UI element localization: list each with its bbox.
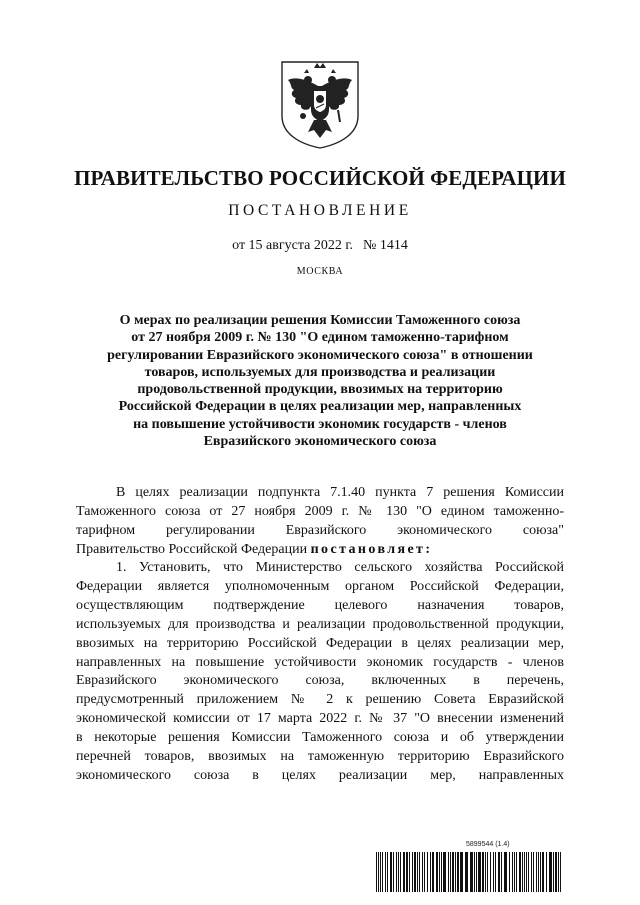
barcode-bar bbox=[460, 852, 463, 892]
barcode-bar bbox=[403, 852, 405, 892]
barcode-bar bbox=[504, 852, 507, 892]
barcode-bar bbox=[528, 852, 529, 892]
barcode-bar bbox=[474, 852, 475, 892]
barcode-bar bbox=[555, 852, 557, 892]
barcode-bar bbox=[439, 852, 440, 892]
government-title: ПРАВИТЕЛЬСТВО РОССИЙСКОЙ ФЕДЕРАЦИИ bbox=[74, 166, 566, 190]
barcode-bar bbox=[542, 852, 544, 892]
barcode-bar bbox=[553, 852, 554, 892]
barcode-bar bbox=[427, 852, 428, 892]
barcode-bar bbox=[448, 852, 449, 892]
paragraph-line: используемых для производства и реализации продовольственной продукции, bbox=[76, 616, 564, 632]
barcode-bar bbox=[536, 852, 537, 892]
barcode-bar bbox=[398, 852, 399, 892]
barcode-bar bbox=[396, 852, 397, 892]
barcode-bar bbox=[470, 852, 473, 892]
barcode-bar bbox=[538, 852, 539, 892]
barcode-bar bbox=[387, 852, 388, 892]
barcode-bar bbox=[412, 852, 413, 892]
subject-line: Российской Федерации в целях реализации мер, направленных bbox=[118, 399, 522, 415]
paragraph-line: в некоторые решения Комиссии Таможенного союза и об утверждении bbox=[76, 729, 564, 745]
barcode-bar bbox=[531, 852, 532, 892]
barcode-bar bbox=[430, 852, 431, 892]
barcode-bar bbox=[436, 852, 438, 892]
paragraph-line: Евразийского экономического союза, включенных в перечень, bbox=[76, 673, 564, 689]
subject-line: Евразийского экономического союза bbox=[203, 434, 437, 450]
barcode-bar bbox=[501, 852, 502, 892]
barcode-bar bbox=[414, 852, 416, 892]
barcode-bar bbox=[376, 852, 377, 892]
paragraph-line: перечней товаров, ввозимых на таможенную территорию Евразийского bbox=[76, 748, 564, 764]
subject-line: на повышение устойчивости экономик государств - членов bbox=[133, 416, 507, 432]
barcode-bar bbox=[549, 852, 552, 892]
subject-line: продовольственной продукции, ввозимых на территорию bbox=[137, 382, 503, 398]
paragraph-line: экономической комиссии от 17 марта 2022 г. № 37 "О внесении изменений bbox=[76, 711, 564, 727]
barcode-bar bbox=[495, 852, 496, 892]
paragraph-line: экономического союза в целях реализации мер, направленных bbox=[76, 767, 564, 783]
barcode-bar bbox=[533, 852, 534, 892]
barcode-bar bbox=[516, 852, 517, 892]
preamble-line: В целях реализации подпункта 7.1.40 пункта 7 решения Комиссии bbox=[116, 485, 564, 500]
paragraph-line: 1. Установить, что Министерство сельского хозяйства Российской bbox=[116, 560, 564, 576]
barcode-bar bbox=[390, 852, 392, 892]
preamble-subject: Правительство Российской Федерации bbox=[76, 541, 308, 557]
barcode-bar bbox=[560, 852, 561, 892]
barcode-bar bbox=[419, 852, 420, 892]
barcode-bar bbox=[498, 852, 500, 892]
document-number: № 1414 bbox=[363, 238, 408, 253]
barcode-bar bbox=[522, 852, 523, 892]
barcode-bar bbox=[487, 852, 488, 892]
barcode-bar bbox=[485, 852, 486, 892]
subject-line: регулировании Евразийского экономического союза" в отношении bbox=[107, 347, 533, 363]
subject-line: О мерах по реализации решения Комиссии Таможенного союза bbox=[119, 313, 521, 328]
barcode-bar bbox=[457, 852, 459, 892]
barcode-bar bbox=[482, 852, 484, 892]
document-date: от 15 августа 2022 г. bbox=[232, 238, 354, 253]
barcode-bar bbox=[441, 852, 442, 892]
barcode-bar bbox=[380, 852, 381, 892]
paragraph-line: предусмотренный приложением № 2 к решению Совета Евразийской bbox=[76, 692, 564, 708]
barcode-bar bbox=[493, 852, 494, 892]
preamble-line: тарифном регулировании Евразийского экономического союза" bbox=[76, 522, 564, 538]
barcode-bar bbox=[400, 852, 401, 892]
subject-line: от 27 ноября 2009 г. № 130 "О едином таможенно-тарифном bbox=[131, 330, 509, 346]
barcode-bar bbox=[509, 852, 510, 892]
barcode-bar bbox=[465, 852, 468, 892]
coat-of-arms-icon bbox=[278, 58, 362, 150]
date-number-line bbox=[0, 238, 640, 254]
barcode-bar bbox=[558, 852, 559, 892]
barcode-bar bbox=[409, 852, 410, 892]
document-subject bbox=[84, 312, 556, 450]
barcode-bar bbox=[450, 852, 451, 892]
barcode-bar bbox=[526, 852, 527, 892]
paragraph-line: Федерации является уполномоченным органом Российской Федерации, bbox=[76, 579, 564, 595]
document-type: ПОСТАНОВЛЕНИЕ bbox=[228, 202, 412, 219]
barcode-bar bbox=[546, 852, 547, 892]
barcode-bar bbox=[540, 852, 541, 892]
barcode-bar bbox=[432, 852, 434, 892]
barcode-bar bbox=[382, 852, 383, 892]
barcode-bar bbox=[393, 852, 394, 892]
preamble-closing-line bbox=[76, 541, 564, 560]
barcode-bar bbox=[385, 852, 386, 892]
barcode-bar bbox=[524, 852, 525, 892]
barcode-bar bbox=[424, 852, 425, 892]
barcode-bar bbox=[519, 852, 521, 892]
barcode-bar bbox=[490, 852, 491, 892]
subject-line: товаров, используемых для производства и реализации bbox=[144, 364, 496, 380]
document-body bbox=[76, 484, 564, 786]
preamble-line: Таможенного союза от 27 ноября 2009 г. № 130 "О едином таможенно- bbox=[76, 503, 564, 519]
barcode-bar bbox=[417, 852, 418, 892]
barcode-bar bbox=[476, 852, 477, 892]
city: МОСКВА bbox=[296, 266, 344, 277]
barcode-bar bbox=[452, 852, 454, 892]
barcode-icon bbox=[376, 852, 564, 892]
barcode-bar bbox=[514, 852, 515, 892]
paragraph-line: направленных на повышение устойчивости экономик государств - членов bbox=[76, 654, 564, 670]
barcode-bar bbox=[443, 852, 446, 892]
barcode-bar bbox=[406, 852, 408, 892]
decree-word: постановляет: bbox=[310, 541, 433, 557]
barcode-bar bbox=[478, 852, 481, 892]
barcode-bar bbox=[512, 852, 513, 892]
barcode-bar bbox=[378, 852, 379, 892]
paragraph-line: осуществляющим подтверждение целевого назначения товаров, bbox=[76, 598, 564, 614]
barcode-bar bbox=[455, 852, 456, 892]
paragraph-line: ввозимых на территорию Российской Федерации в целях реализации мер, bbox=[76, 635, 564, 651]
barcode-number: 5899544 (1.4) bbox=[466, 841, 510, 848]
barcode-bar bbox=[422, 852, 423, 892]
